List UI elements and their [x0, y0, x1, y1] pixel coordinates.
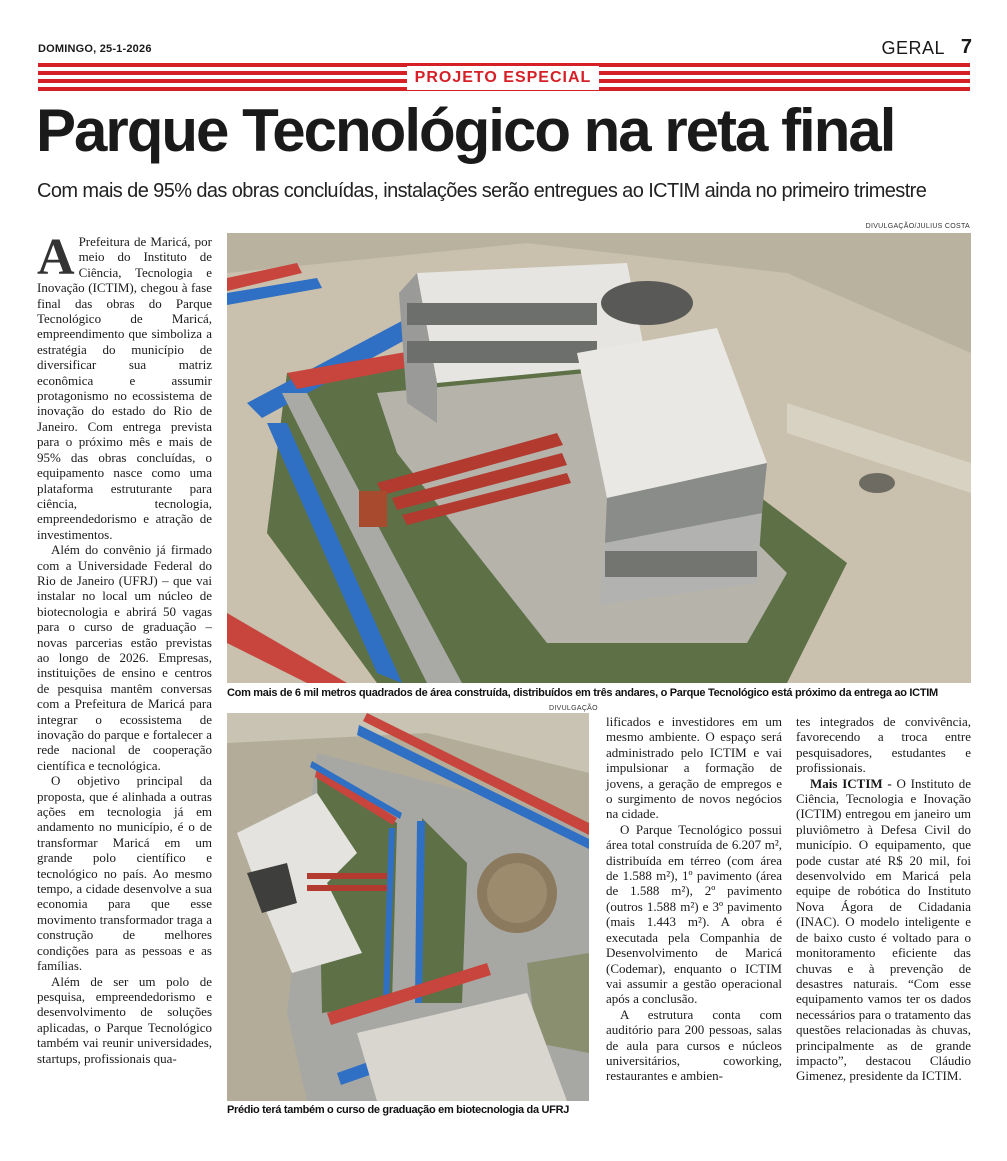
aerial-building-image	[227, 233, 971, 683]
subheadline: Com mais de 95% das obras concluídas, instalações serão entregues ao ICTIM ainda no primeiro trimestre	[37, 180, 927, 202]
article-paragraph: lificados e investidores em um mesmo ambiente. O espaço será administrado pelo ICTIM e vai impulsionar a formação de jovens, a geração de empregos e o surgimento de novos negócios na cidade.	[606, 714, 782, 822]
page-date: DOMINGO, 25-1-2026	[38, 43, 152, 55]
article-column-2	[606, 714, 782, 1084]
drop-cap: A	[37, 229, 75, 286]
article-paragraph: A estrutura conta com auditório para 200 pessoas, salas de aula para cursos e núcleos universitários, coworking, restaurantes e ambien-	[606, 1006, 782, 1084]
article-paragraph: O objetivo principal da proposta, que é alinhada a outras ações em tecnologia já em andamento no município, é o de transformar Maricá em um grande polo científico e tecnológico no país. Ao mesmo tempo, a cidade desenvolve a sua economia para que esse movimento transformador traga a construção de melhores condições para as pessoas e as famílias.	[37, 773, 212, 974]
article-column-3	[796, 714, 971, 1084]
aerial-top-view-image	[227, 713, 589, 1101]
article-paragraph: Mais ICTIM - O Instituto de Ciência, Tecnologia e Inovação (ICTIM) entregou em janeiro um pluviômetro à Defesa Civil do município. O equipamento, que pode custar até R$ 20 mil, foi desenvolvido em Maricá pela equipe de robótica do Instituto Nova Ágora de Cidadania (INAC). O modelo inteligente e de baixo custo é voltado para o monitoramento eficiente das chuvas e à prevenção de desastres naturais. “Com esse equipamento vamos ter os dados necessários para o tratamento das questões relacionadas às chuvas, principalmente as de grande impacto”, destacou Cláudio Gimenez, presidente da ICTIM.	[796, 775, 972, 1084]
article-paragraph: tes integrados de convivência, favorecendo a troca entre pesquisadores, estudantes e profissionais.	[796, 714, 971, 776]
section-tag	[407, 66, 599, 90]
secondary-photo	[227, 713, 589, 1101]
article-paragraph: A Prefeitura de Maricá, por meio do Instituto de Ciência, Tecnologia e Inovação (ICTIM), chegou à fase final das obras do Parque Tecnológico de Maricá, empreendimento que simboliza a estratégia do município de diversificar sua matriz econômica e assumir protagonismo no ecossistema de inovação do estado do Rio de Janeiro. Com entrega prevista para o próximo mês e mais de 95% das obras concluídas, o equipamento nasce como uma plataforma estruturante para ciência, tecnologia, empreendedorismo e atração de investimentos.	[37, 229, 212, 542]
section-tag-label: PROJETO ESPECIAL	[414, 69, 592, 86]
secondary-photo-caption: Prédio terá também o curso de graduação em biotecnologia da UFRJ	[227, 1104, 570, 1116]
main-photo	[227, 233, 971, 683]
article-column-1	[37, 229, 212, 1066]
article-paragraph: Além de ser um polo de pesquisa, empreendedorismo e desenvolvimento de soluções aplicadas, o Parque Tecnológico também vai reunir universidades, startups, profissionais qua-	[37, 973, 212, 1066]
secondary-photo-credit: DIVULGAÇÃO	[549, 705, 598, 712]
article-paragraph: O Parque Tecnológico possui área total construída de 6.207 m², distribuída em térreo (com área de 1.588 m²), 1º pavimento (área de 1.588 m²), 2º pavimento (outros 1.588 m²) e 3º pavimento (mais 1.443 m²). A obra é executada pela Companhia de Desenvolvimento de Maricá (Codemar), enquanto o ICTIM vai assumir a gestão operacional após a conclusão.	[606, 821, 782, 1007]
page-number: 7	[960, 36, 972, 58]
section-name: GERAL	[881, 38, 945, 58]
article-subhead: Mais ICTIM -	[810, 775, 892, 791]
article-paragraph: Além do convênio já firmado com a Universidade Federal do Rio de Janeiro (UFRJ) – que vai instalar no local um núcleo de biotecnologia e abrirá 50 vagas para o curso de graduação – novas parcerias estão previstas ao longo de 2026. Empresas, instituições de ensino e centros de pesquisa mantêm conversas com a Prefeitura de Maricá para integrar o ecossistema de inovação do parque e fortalecer a rede nacional de cooperação científica e tecnológica.	[37, 542, 212, 773]
main-photo-credit: DIVULGAÇÃO/JULIUS COSTA	[865, 223, 970, 230]
main-photo-caption: Com mais de 6 mil metros quadrados de área construída, distribuídos em três andares, o Parque Tecnológico está próximo da entrega ao ICTIM	[227, 687, 938, 699]
headline: Parque Tecnológico na reta final	[36, 97, 895, 164]
